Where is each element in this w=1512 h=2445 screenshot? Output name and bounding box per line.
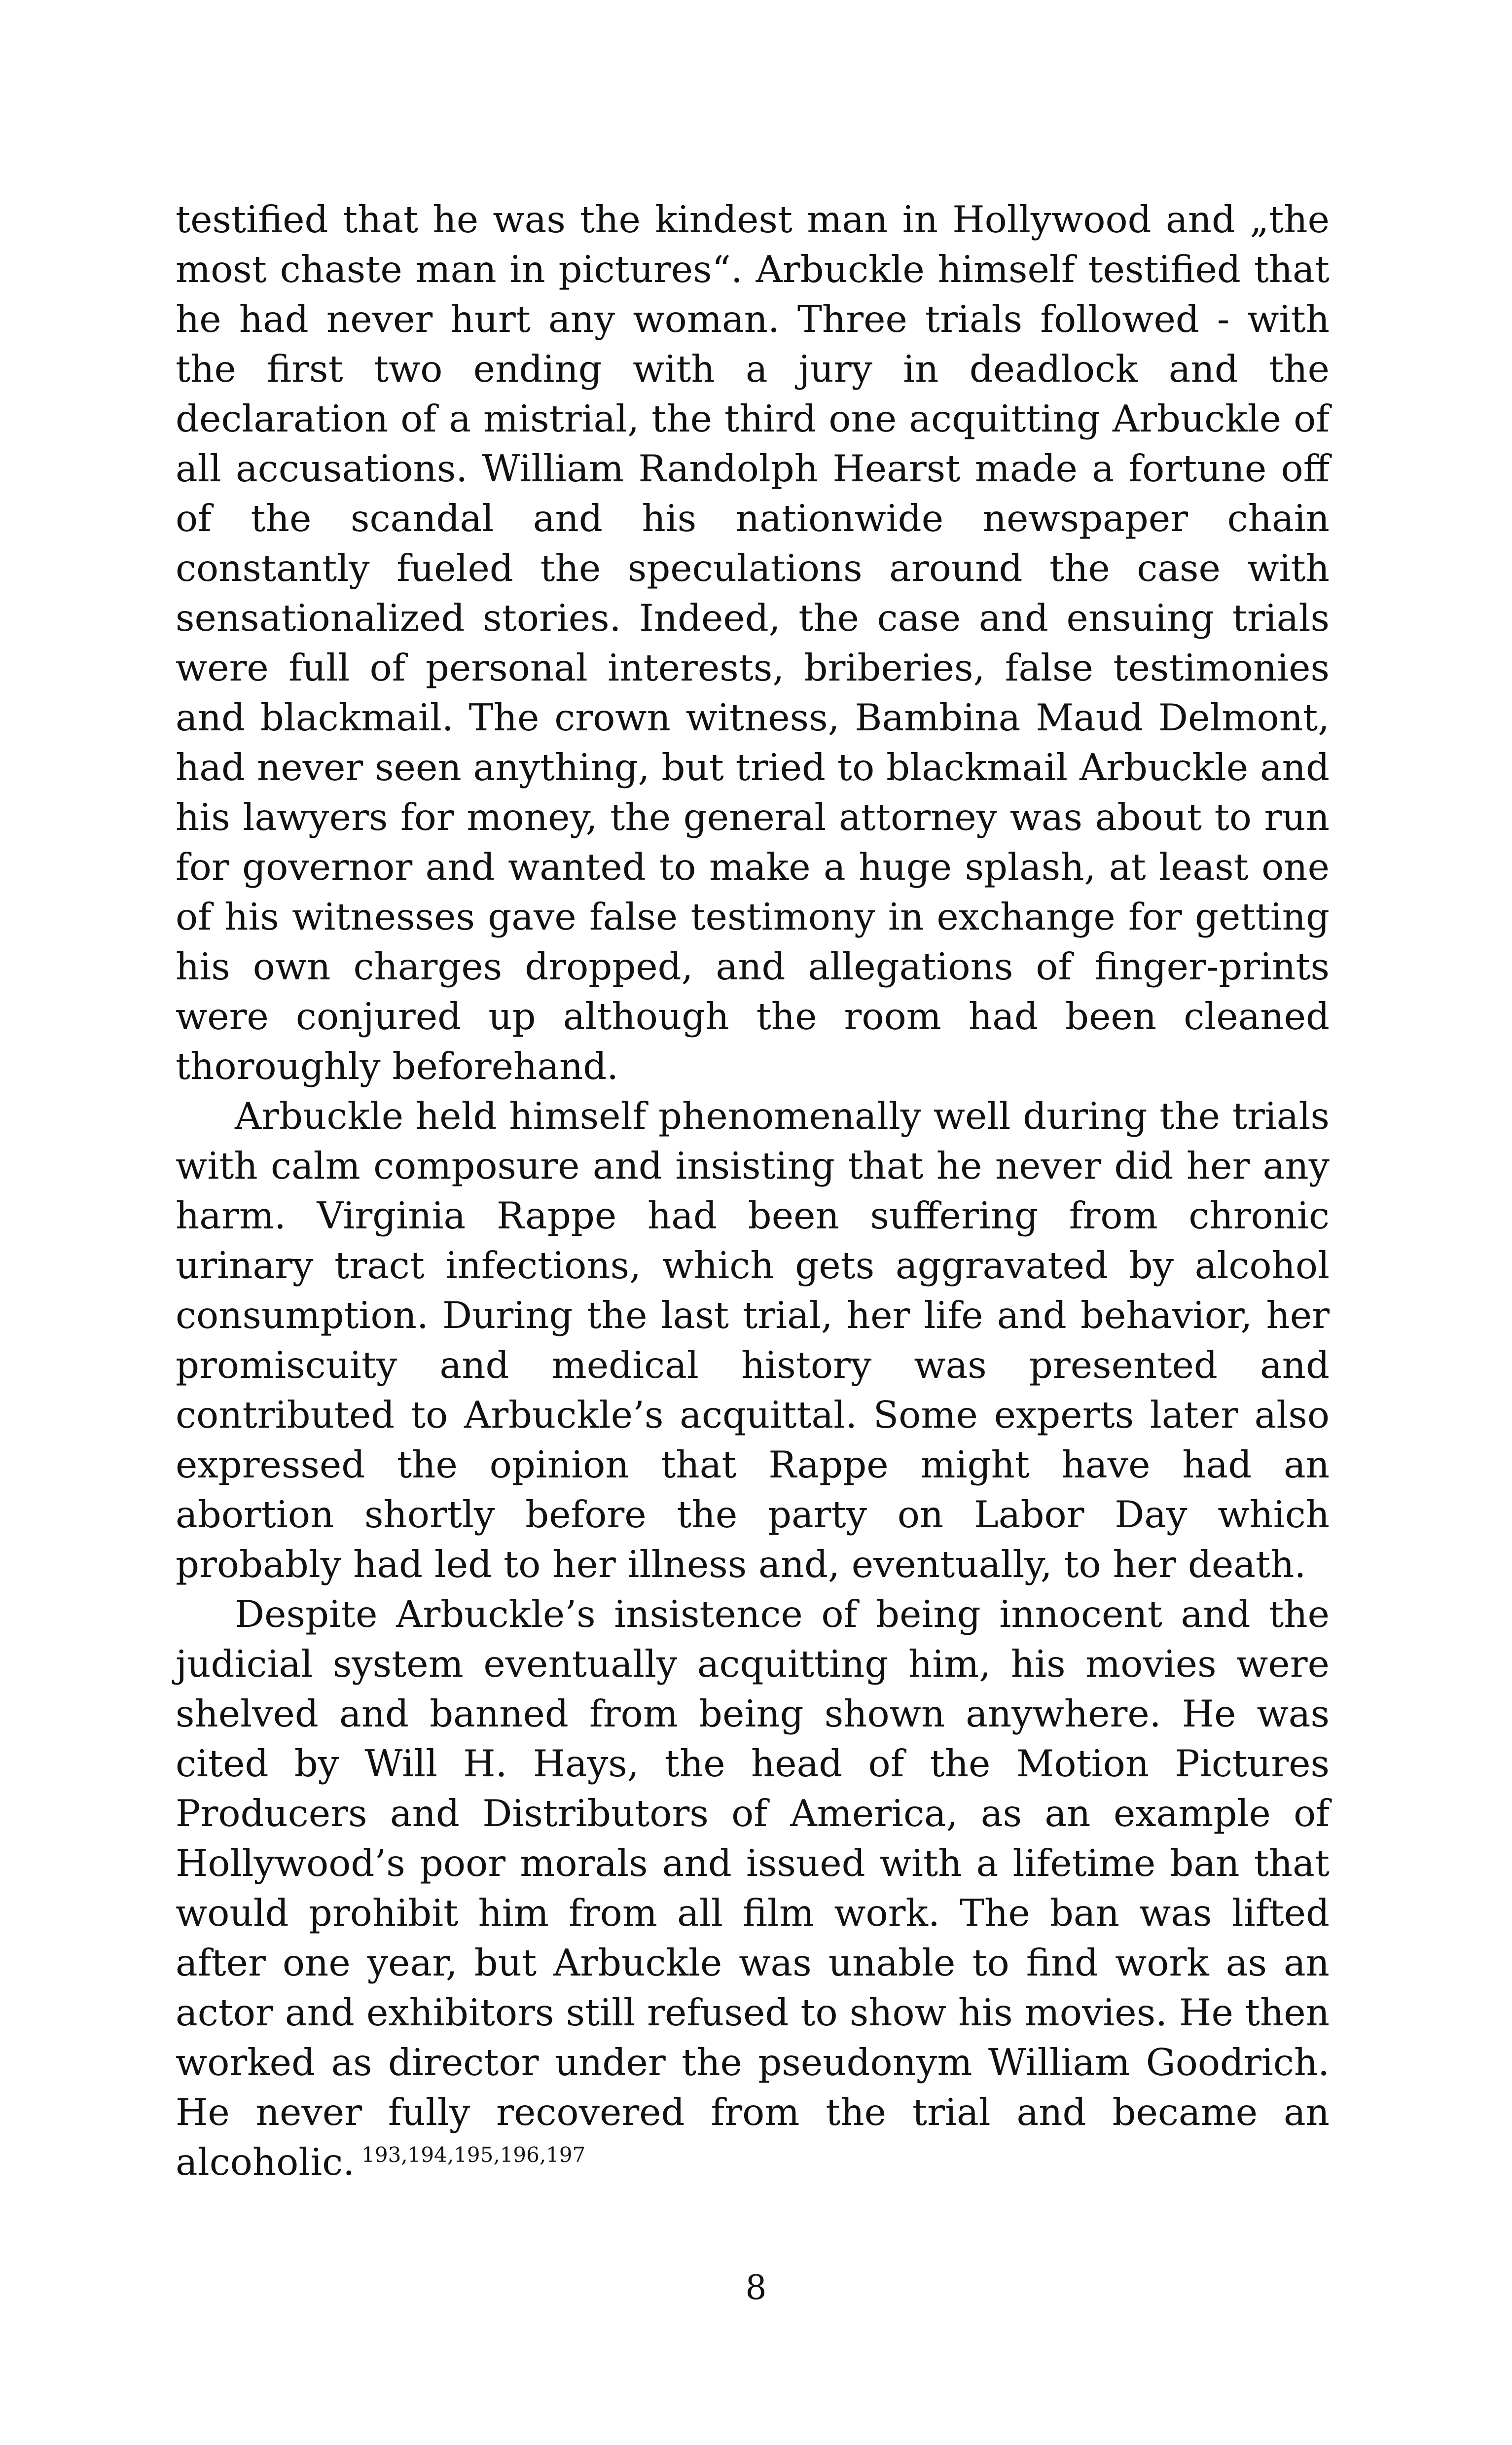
paragraph-3	[176, 1589, 1330, 2187]
paragraph-2: Arbuckle held himself phenomenally well during the trials with calm composure and insisting that he never did her any harm. Virginia Rappe had been suffering from chronic urinary tract infections, which gets aggravated by alcohol consumption. During the last trial, her life and behavior, her promiscuity and medical history was presented and contributed to Arbuckle’s acquittal. Some experts later also expressed the opinion that Rappe might have had an abortion shortly before the party on Labor Day which probably had led to her illness and, eventually, to her death.	[176, 1094, 1330, 1586]
page-body	[176, 195, 1330, 2187]
paragraph-3-text: Despite Arbuckle’s insistence of being innocent and the judicial system eventually acquitting him, his movies were shelved and banned from being shown anywhere. He was cited by Will H. Hays, the head of the Motion Pictures Producers and Distributors of America, as an example of Hollywood’s poor morals and issued with a lifetime ban that would prohibit him from all film work. The ban was lifted after one year, but Arbuckle was unable to find work as an actor and exhibitors still refused to show his movies. He then worked as director under the pseudonym William Goodrich. He never fully recovered from the trial and became an alcoholic.	[176, 1592, 1330, 2184]
paragraph-1: testified that he was the kindest man in Hollywood and „the most chaste man in pictures“. Arbuckle himself testified that he had never hurt any woman. Three trials followed - with the first two ending with a jury in deadlock and the declaration of a mistrial, the third one acquitting Arbuckle of all accusations. William Randolph Hearst made a fortune off of the scandal and his nationwide newspaper chain constantly fueled the speculations around the case with sensationalized stories. Indeed, the case and ensuing trials were full of personal interests, briberies, false testimonies and blackmail. The crown witness, Bambina Maud Delmont, had never seen anything, but tried to blackmail Arbuckle and his lawyers for money, the general attorney was about to run for governor and wanted to make a huge splash, at least one of his witnesses gave false testimony in exchange for getting his own charges dropped, and allegations of finger-prints were conjured up although the room had been cleaned thoroughly beforehand.	[176, 198, 1330, 1088]
footnote-references: 193,194,195,196,197	[361, 2143, 586, 2167]
page-number: 8	[745, 2268, 767, 2307]
